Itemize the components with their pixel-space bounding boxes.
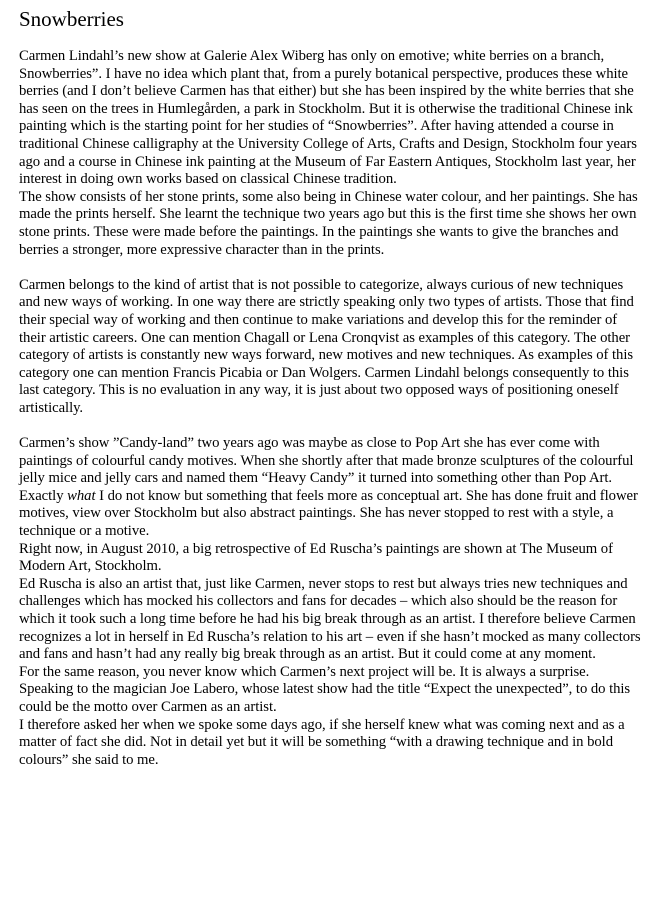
paragraph-4-before: Carmen’s show ”Candy-land” two years ago was maybe as close to Pop Art she has ever come with paintings of colourful candy motives. When she shortly after that made bronze sculptures of the colourful jelly mice and jelly cars and named them “Heavy Candy” it turned into something other than Pop Art. Exactly <box>19 435 634 504</box>
paragraph-9: I therefore asked her when we spoke some days ago, if she herself knew what was coming next and as a matter of fact she did. Not in detail yet but it will be something “with a drawing technique and in bold colours” she said to me. <box>19 716 625 768</box>
paragraph-spacer <box>19 259 643 277</box>
paragraph-4 <box>19 435 643 541</box>
paragraph-4-emphasis: what <box>67 487 96 504</box>
paragraph-spacer <box>19 417 643 435</box>
paragraph-5: Right now, in August 2010, a big retrospective of Ed Ruscha’s paintings are shown at The Museum of Modern Art, Stockholm. <box>19 540 613 575</box>
paragraph-6: Ed Ruscha is also an artist that, just like Carmen, never stops to rest but always tries new techniques and challenges which has mocked his collectors and fans for decades – which also should be the reason for which it took such a long time before he had his big break through as an artist. I therefore believe Carmen recognizes a lot in herself in Ed Ruscha’s relation to his art – even if she hasn’t mocked as many collectors and fans and hasn’t had any really big break through as an artist. But it could come at any moment. <box>19 575 641 663</box>
paragraph-1: Carmen Lindahl’s new show at Galerie Alex Wiberg has only on emotive; white berries on a branch, Snowberries”. I have no idea which plant that, from a purely botanical perspective, produces these white berries (and I don’t believe Carmen has that either) but she has been inspired by the white berries that she has seen on the trees in Humlegården, a park in Stockholm. But it is otherwise the traditional Chinese ink painting which is the starting point for her studies of “Snowberries”. After having attended a course in traditional Chinese calligraphy at the University College of Arts, Crafts and Design, Stockholm four years ago and a course in Chinese ink painting at the Museum of Far Eastern Antiques, Stockholm last year, her interest in doing own works based on classical Chinese tradition. <box>19 48 637 188</box>
document-title: Snowberries <box>19 7 124 31</box>
paragraph-3: Carmen belongs to the kind of artist that is not possible to categorize, always curious of new techniques and new ways of working. In one way there are strictly speaking only two types of artists. Those that find their special way of working and then continue to make variations and develop this for the reminder of their artistic careers. One can mention Chagall or Lena Cronqvist as examples of this category. The other category of artists is constantly new ways forward, new motives and new techniques. As examples of this category one can mention Francis Picabia or Dan Wolgers. Carmen Lindahl belongs consequently to this last category. This is no evaluation in any way, it is just about two opposed ways of positioning oneself artistically. <box>19 276 634 416</box>
document-page <box>19 6 643 769</box>
paragraph-8: Speaking to the magician Joe Labero, whose latest show had the title “Expect the unexpected”, to do this could be the motto over Carmen as an artist. <box>19 681 631 715</box>
paragraph-4-after: I do not know but something that feels more as conceptual art. She has done fruit and flower motives, view over Stockholm but also abstract paintings. She has never stopped to rest with a style, a technique or a motive. <box>19 487 638 540</box>
paragraph-7: For the same reason, you never know which Carmen’s next project will be. It is always a surprise. <box>19 663 590 680</box>
paragraph-2: The show consists of her stone prints, some also being in Chinese water colour, and her paintings. She has made the prints herself. She learnt the technique two years ago but this is the first time she shows her own stone prints. These were made before the paintings. In the paintings she wants to give the branches and berries a stronger, more expressive character than in the prints. <box>19 188 638 258</box>
